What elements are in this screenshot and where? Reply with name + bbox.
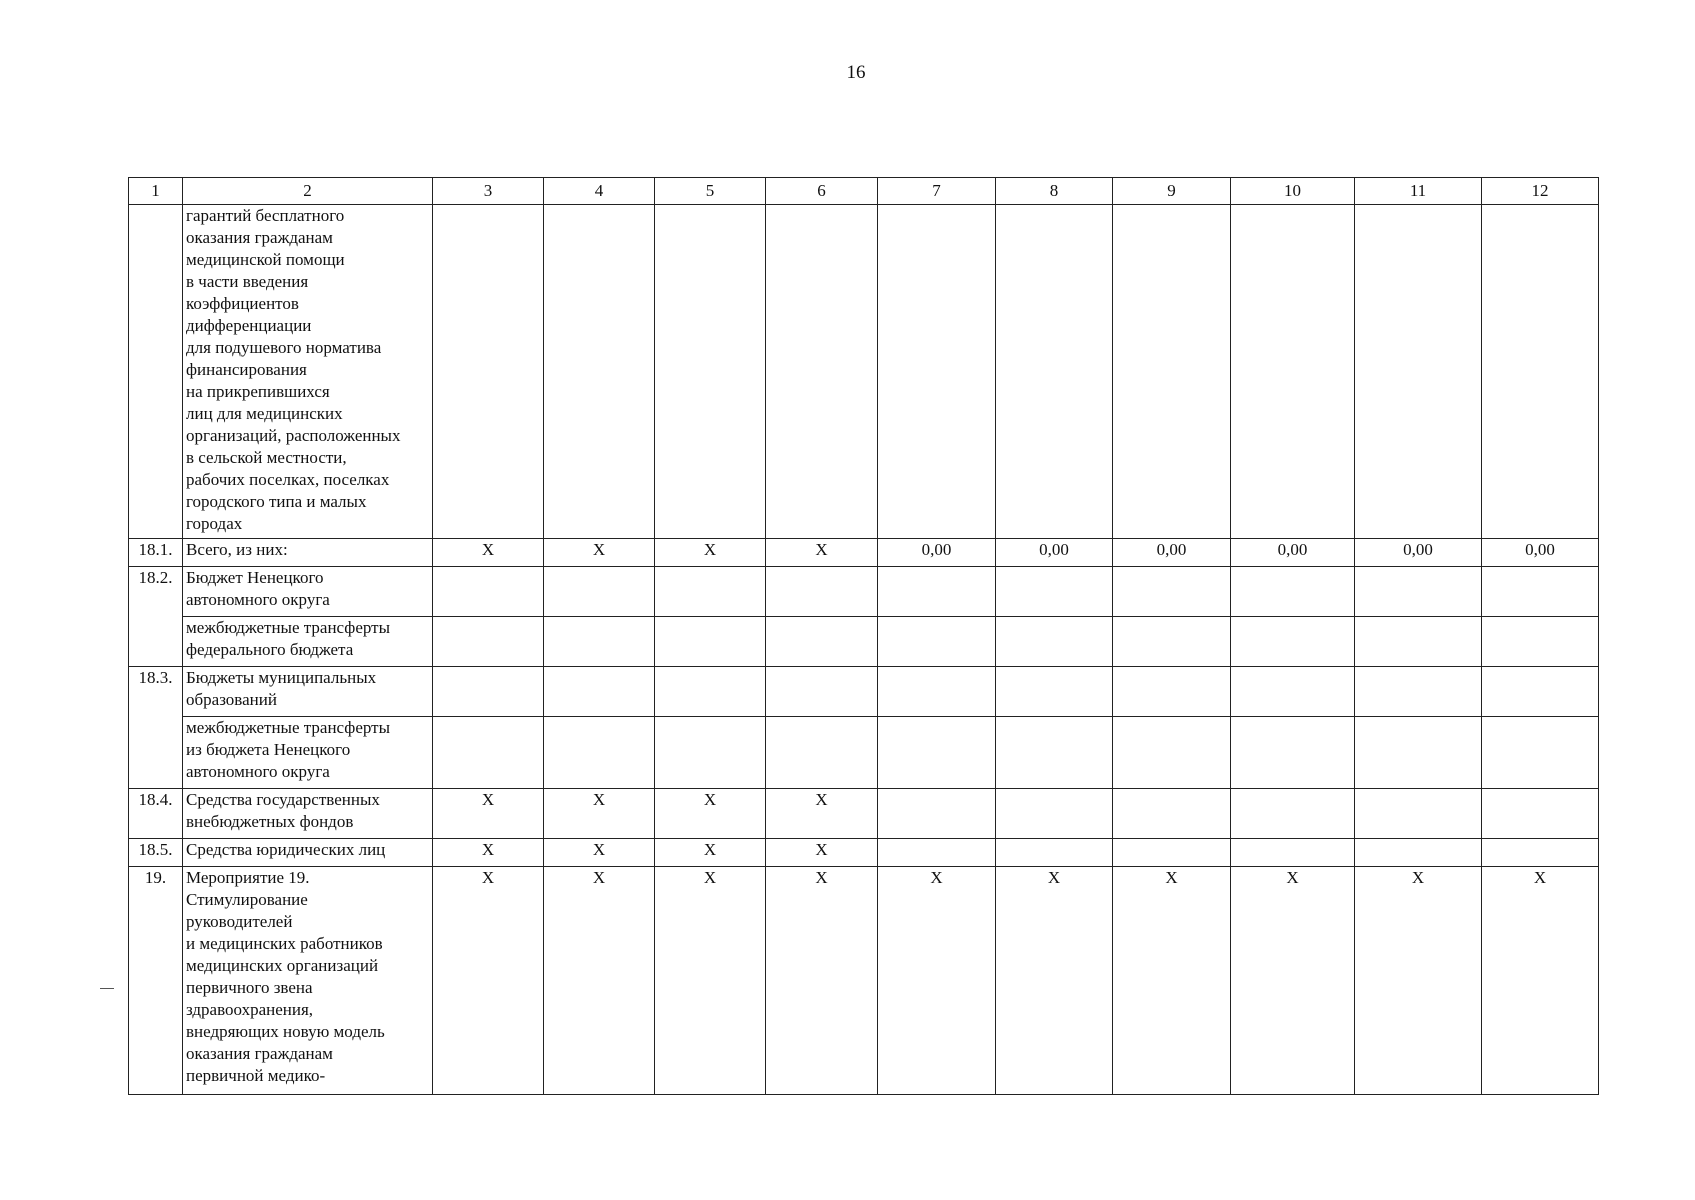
table-cell: [544, 667, 655, 717]
table-row: [129, 205, 1599, 539]
program-table: [128, 177, 1599, 1095]
row-label: межбюджетные трансферты федерального бюджета: [183, 617, 433, 667]
table-cell: [544, 205, 655, 539]
table-cell: [655, 617, 766, 667]
column-header: 4: [544, 178, 655, 205]
table-cell: [878, 789, 996, 839]
table-cell: [1113, 789, 1231, 839]
table-row: [129, 867, 1599, 1095]
table-cell: X: [766, 867, 878, 1095]
table-cell: [1113, 667, 1231, 717]
table-cell: 0,00: [996, 539, 1113, 567]
row-label: Бюджет Ненецкого автономного округа: [183, 567, 433, 617]
table-cell: [1355, 667, 1482, 717]
table-cell: [433, 617, 544, 667]
row-label: гарантий бесплатного оказания гражданам медицинской помощи в части введения коэффициентов дифференциации для подушевого норматива финансирования на прикрепившихся лиц для медицинских организаций, расположенных в сельской местности, рабочих поселках, поселках городского типа и малых городах: [183, 205, 433, 539]
table-row: [129, 667, 1599, 717]
table-cell: [1482, 567, 1599, 617]
column-header: 11: [1355, 178, 1482, 205]
row-label: Мероприятие 19. Стимулирование руководителей и медицинских работников медицинских организаций первичного звена здравоохранения, внедряющих новую модель оказания гражданам первичной медико-: [183, 867, 433, 1095]
table-cell: 0,00: [1482, 539, 1599, 567]
row-label: Средства юридических лиц: [183, 839, 433, 867]
table-cell: [544, 617, 655, 667]
column-header: 3: [433, 178, 544, 205]
row-label: Средства государственных внебюджетных фондов: [183, 789, 433, 839]
table-cell: [1482, 205, 1599, 539]
row-label: Всего, из них:: [183, 539, 433, 567]
table-cell: X: [433, 839, 544, 867]
table-cell: X: [1113, 867, 1231, 1095]
table-row: [129, 789, 1599, 839]
table-cell: [1355, 617, 1482, 667]
column-header: 5: [655, 178, 766, 205]
table-cell: [433, 717, 544, 789]
table-row: [129, 539, 1599, 567]
table-cell: 0,00: [1113, 539, 1231, 567]
table-cell: [1113, 717, 1231, 789]
table-cell: X: [655, 839, 766, 867]
table-cell: [1113, 567, 1231, 617]
table-cell: [996, 567, 1113, 617]
table-cell: [1231, 667, 1355, 717]
table-cell: [1355, 567, 1482, 617]
table-cell: [655, 667, 766, 717]
table-cell: X: [766, 789, 878, 839]
table-cell: [996, 205, 1113, 539]
table-cell: [433, 667, 544, 717]
table-row: [129, 717, 1599, 789]
table-cell: [1482, 617, 1599, 667]
page-number: 16: [846, 62, 866, 83]
column-header: 7: [878, 178, 996, 205]
table-cell: [655, 205, 766, 539]
table-cell: [766, 567, 878, 617]
table-cell: [878, 567, 996, 617]
table-cell: [1355, 839, 1482, 867]
table-cell: [1231, 617, 1355, 667]
row-label: Бюджеты муниципальных образований: [183, 667, 433, 717]
row-number: 18.2.: [129, 567, 183, 667]
table-cell: [1231, 567, 1355, 617]
table-cell: [766, 667, 878, 717]
table-cell: X: [544, 789, 655, 839]
table-cell: X: [544, 539, 655, 567]
row-number: 19.: [129, 867, 183, 1095]
table-cell: [544, 567, 655, 617]
table-cell: X: [433, 867, 544, 1095]
table-cell: [1355, 717, 1482, 789]
table-cell: X: [433, 539, 544, 567]
table-body: [129, 205, 1599, 1095]
table-cell: [1231, 717, 1355, 789]
table-row: [129, 567, 1599, 617]
table-cell: [1231, 789, 1355, 839]
table-cell: [1355, 205, 1482, 539]
table-cell: [878, 205, 996, 539]
table-cell: [433, 205, 544, 539]
table-cell: [544, 717, 655, 789]
column-header: 1: [129, 178, 183, 205]
table-cell: [1482, 789, 1599, 839]
table-cell: X: [1355, 867, 1482, 1095]
column-header: 8: [996, 178, 1113, 205]
table-cell: X: [433, 789, 544, 839]
row-number: [129, 205, 183, 539]
table-cell: X: [1482, 867, 1599, 1095]
table-row: [129, 839, 1599, 867]
table-cell: X: [1231, 867, 1355, 1095]
table-cell: X: [544, 839, 655, 867]
table-cell: [996, 667, 1113, 717]
table-cell: [1482, 667, 1599, 717]
table-cell: [766, 617, 878, 667]
table-cell: X: [996, 867, 1113, 1095]
table-cell: [1113, 617, 1231, 667]
table-cell: [878, 717, 996, 789]
table-cell: X: [878, 867, 996, 1095]
table-cell: X: [766, 839, 878, 867]
table-cell: X: [655, 789, 766, 839]
table-cell: [655, 567, 766, 617]
row-number: 18.3.: [129, 667, 183, 789]
table-cell: [996, 839, 1113, 867]
table-cell: [878, 617, 996, 667]
table-cell: [1355, 789, 1482, 839]
table-cell: [996, 717, 1113, 789]
table-cell: 0,00: [878, 539, 996, 567]
table-cell: [1231, 839, 1355, 867]
column-header: 12: [1482, 178, 1599, 205]
margin-mark: [100, 988, 114, 989]
column-number-row: [129, 178, 1599, 205]
table-cell: [433, 567, 544, 617]
column-header: 6: [766, 178, 878, 205]
table-cell: 0,00: [1231, 539, 1355, 567]
row-number: 18.4.: [129, 789, 183, 839]
table-cell: [996, 617, 1113, 667]
column-header: 2: [183, 178, 433, 205]
table-cell: 0,00: [1355, 539, 1482, 567]
table-cell: [878, 667, 996, 717]
row-number: 18.1.: [129, 539, 183, 567]
table-cell: X: [766, 539, 878, 567]
table-cell: [766, 205, 878, 539]
row-label: межбюджетные трансферты из бюджета Ненецкого автономного округа: [183, 717, 433, 789]
table-cell: [1113, 839, 1231, 867]
row-number: 18.5.: [129, 839, 183, 867]
table-cell: [655, 717, 766, 789]
table-cell: [996, 789, 1113, 839]
table-cell: X: [655, 867, 766, 1095]
table-cell: X: [655, 539, 766, 567]
table-cell: [1113, 205, 1231, 539]
table-row: [129, 617, 1599, 667]
column-header: 9: [1113, 178, 1231, 205]
table-cell: [1482, 839, 1599, 867]
column-header: 10: [1231, 178, 1355, 205]
table-cell: [766, 717, 878, 789]
table-cell: [1482, 717, 1599, 789]
table-cell: X: [544, 867, 655, 1095]
table-cell: [1231, 205, 1355, 539]
table-cell: [878, 839, 996, 867]
